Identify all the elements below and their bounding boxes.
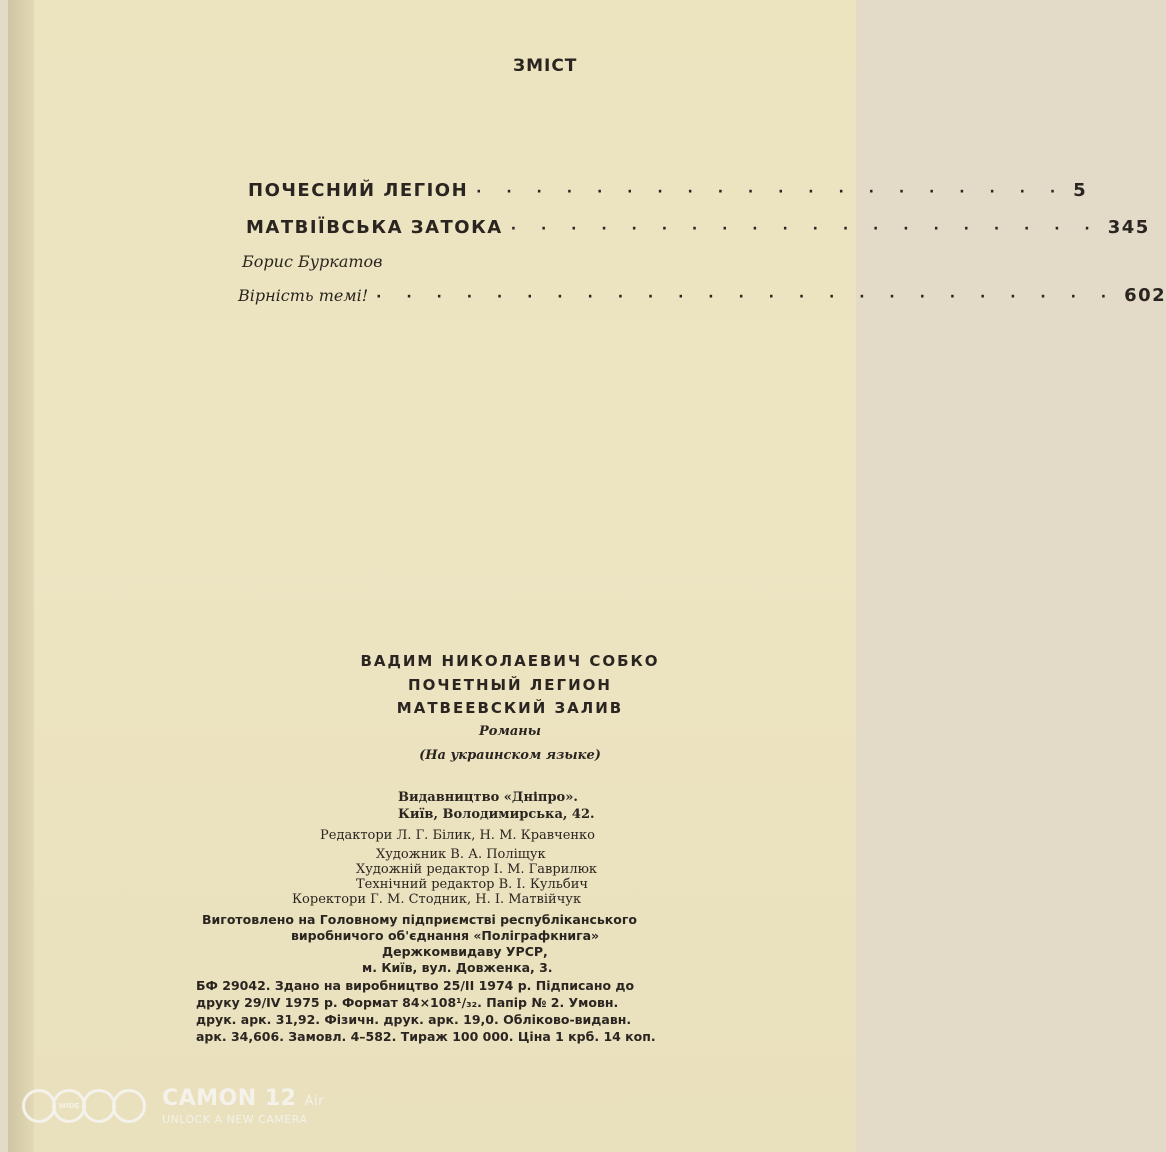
- ring-icon: [82, 1089, 116, 1123]
- publisher-address: Київ, Володимирська, 42.: [398, 807, 595, 822]
- tech-data-line: друку 29/IV 1975 р. Формат 84×108¹/₃₂. Папір № 2. Умовн.: [196, 995, 619, 1010]
- toc-entry-page: 345: [1107, 217, 1150, 238]
- book-page: [8, 0, 1166, 1152]
- page-edge: [8, 0, 34, 1152]
- ring-icon: [22, 1089, 56, 1123]
- imprint-author: ВАДИМ НИКОЛАЕВИЧ СОБКО: [360, 652, 660, 670]
- camera-tagline: UNLOCK A NEW CAMERA: [162, 1113, 308, 1126]
- toc-entry: [248, 180, 1088, 201]
- toc-leader: · · · · · · · · · · · · · · · · · · · ·: [510, 221, 1100, 237]
- imprint-title-2: МАТВЕЕВСКИЙ ЗАЛИВ: [396, 699, 624, 717]
- tech-editor-line: Технічний редактор В. І. Кульбич: [356, 877, 588, 892]
- ring-icon: [52, 1089, 86, 1123]
- ring-icon: [112, 1089, 146, 1123]
- printer-line: Держкомвидаву УРСР,: [382, 944, 548, 959]
- printer-line: виробничого об'єднання «Поліграфкнига»: [291, 928, 600, 943]
- printer-line: Виготовлено на Головному підприємстві республіканського: [202, 912, 637, 927]
- toc-title: ЗМІСТ: [513, 56, 578, 76]
- camera-brand-name: CAMON 12: [162, 1086, 297, 1111]
- imprint-language-note: (На украинском языке): [419, 748, 601, 763]
- tech-data-line: друк. арк. 31,92. Фізичн. друк. арк. 19,0. Обліково-видавн.: [196, 1012, 632, 1027]
- toc-leader: · · · · · · · · · · · · · · · · · · · ·: [476, 184, 1066, 200]
- camera-rings-icon: [22, 1089, 142, 1123]
- publisher-line: Видавництво «Дніпро».: [398, 790, 578, 805]
- toc-entry-page: 602: [1124, 285, 1166, 306]
- editors-line: Редактори Л. Г. Білик, Н. М. Кравченко: [320, 828, 595, 843]
- tech-data-line: БФ 29042. Здано на виробництво 25/ІІ 1974 р. Підписано до: [196, 978, 635, 993]
- printer-line: м. Київ, вул. Довженка, 3.: [362, 960, 553, 975]
- toc-entry-label: Вірність темі!: [238, 286, 369, 305]
- art-editor-line: Художній редактор І. М. Гаврилюк: [356, 862, 598, 877]
- imprint-title-1: ПОЧЕТНЫЙ ЛЕГИОН: [408, 676, 612, 694]
- toc-author: [242, 252, 382, 271]
- proofreaders-line: Коректори Г. М. Стодник, Н. І. Матвійчук: [292, 892, 582, 907]
- toc-author-name: Борис Буркатов: [242, 252, 383, 271]
- imprint-genre: Романы: [479, 724, 541, 739]
- camera-watermark: [22, 1086, 324, 1126]
- toc-entry-label: МАТВІЇВСЬКА ЗАТОКА: [246, 217, 503, 238]
- ring-label: WIDE: [58, 1102, 80, 1110]
- toc-entry: [246, 217, 1150, 238]
- camera-model: Air: [304, 1094, 324, 1109]
- artist-line: Художник В. А. Поліщук: [376, 847, 546, 862]
- camera-brand: [162, 1086, 324, 1126]
- tech-data-line: арк. 34,606. Замовл. 4–582. Тираж 100 000. Ціна 1 крб. 14 коп.: [196, 1029, 656, 1044]
- toc-entry-page: 5: [1073, 180, 1088, 201]
- toc-leader: · · · · · · · · · · · · · · · · · · · · · · · · ·: [376, 289, 1117, 305]
- toc-entry: [238, 285, 1166, 306]
- toc-entry-label: ПОЧЕСНИЙ ЛЕГІОН: [248, 180, 469, 201]
